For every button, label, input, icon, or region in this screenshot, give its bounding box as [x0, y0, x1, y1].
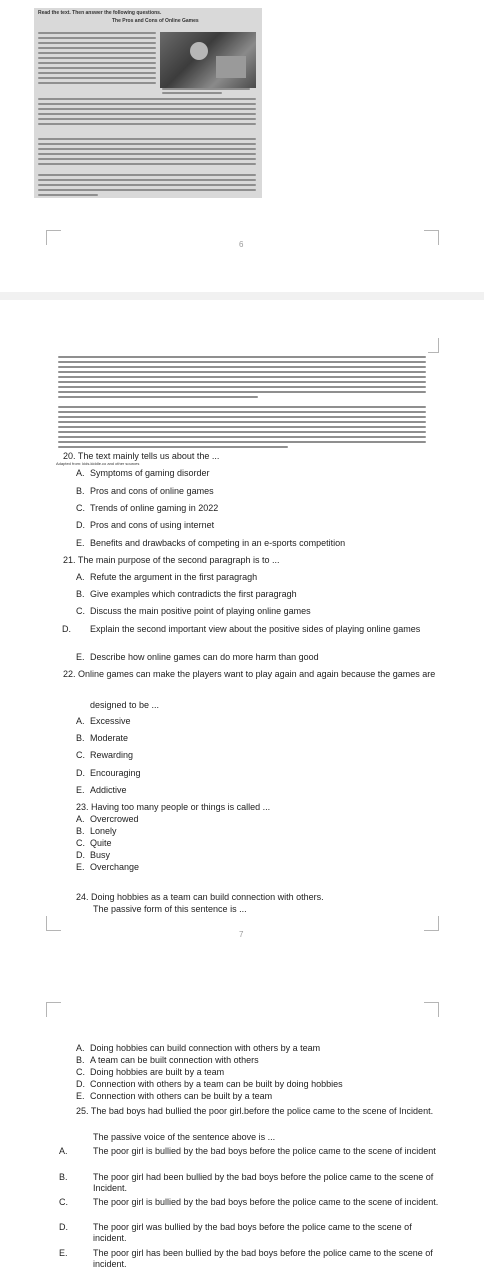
question-21-option[interactable]: B. Give examples which contradicts the first paragragh	[76, 589, 297, 599]
scan-text-line	[58, 406, 426, 408]
scan-text-line	[38, 153, 256, 155]
question-25-option[interactable]: C. The poor girl is bullied by the bad boys before the police came to the scene of incident.	[59, 1197, 439, 1207]
question-21-option[interactable]: E. Describe how online games can do more harm than good	[76, 652, 319, 662]
question-22-option[interactable]: B. Moderate	[76, 733, 129, 743]
question-24-option[interactable]: D. Connection with others by a team can be built by doing hobbies	[76, 1079, 343, 1089]
scan-text-line	[38, 184, 256, 186]
page-corner-mark	[46, 230, 61, 245]
question-20-option[interactable]: B. Pros and cons of online games	[76, 486, 214, 496]
page-number: 6	[239, 240, 244, 249]
scan-text-line	[58, 441, 426, 443]
scan-text-line	[38, 82, 156, 84]
scan-text-line	[58, 396, 258, 398]
scan-text-line	[38, 123, 256, 125]
page-separator	[0, 292, 484, 300]
question-24-option[interactable]: B. A team can be built connection with others	[76, 1055, 259, 1065]
question-20-option[interactable]: A. Symptoms of gaming disorder	[76, 468, 210, 478]
question-22-option[interactable]: A. Excessive	[76, 716, 131, 726]
question-25-stem: 25. The bad boys had bullied the poor girl.before the police came to the scene of Incident.	[76, 1106, 434, 1116]
scan-text-line	[38, 194, 98, 196]
question-21-option[interactable]: D. Explain the second important view about the positive sides of playing online games	[62, 624, 421, 634]
question-20-option[interactable]: C. Trends of online gaming in 2022	[76, 503, 219, 513]
scan-text-line	[58, 436, 426, 438]
reading-passage-scan	[34, 8, 262, 198]
scan-text-line	[38, 98, 256, 100]
scan-text-line	[38, 108, 256, 110]
scan-text-line	[38, 57, 156, 59]
scan-text-line	[58, 381, 426, 383]
scan-text-line	[58, 421, 426, 423]
scan-text-line	[58, 361, 426, 363]
scan-text-line	[58, 376, 426, 378]
scan-text-line	[58, 446, 288, 448]
question-22-option[interactable]: C. Rewarding	[76, 750, 134, 760]
question-24-option[interactable]: A. Doing hobbies can build connection with others by a team	[76, 1043, 321, 1053]
question-25-option[interactable]: B. The poor girl had been bullied by the bad boys before the police came to the scene of Incident.	[59, 1172, 434, 1193]
scan-text-line	[58, 431, 426, 433]
question-22-stem-continued: designed to be ...	[90, 700, 160, 710]
page-number: 7	[239, 930, 244, 939]
question-23-option[interactable]: C. Quite	[76, 838, 112, 848]
page-corner-mark	[424, 1002, 439, 1017]
question-23-stem: 23. Having too many people or things is called ...	[76, 802, 271, 812]
scan-text-line	[38, 62, 156, 64]
question-24-stem: 24. Doing hobbies as a team can build connection with others.	[76, 892, 324, 902]
question-21-stem: 21. The main purpose of the second paragraph is to ...	[63, 555, 280, 565]
scan-text-line	[58, 366, 426, 368]
question-25-option[interactable]: D. The poor girl was bullied by the bad boys before the police came to the scene of incident.	[59, 1222, 412, 1243]
scan-text-line	[38, 143, 256, 145]
scan-text-line	[38, 189, 256, 191]
question-22-stem: 22. Online games can make the players want to play again and again because the games are	[63, 669, 436, 679]
page-corner-mark	[424, 338, 439, 353]
scan-text-line	[38, 42, 156, 44]
scan-text-line	[58, 386, 426, 388]
page-corner-mark	[424, 230, 439, 245]
scan-text-line	[38, 32, 156, 34]
scan-text-line	[38, 113, 256, 115]
page-corner-mark	[424, 916, 439, 931]
scan-text-line	[38, 47, 156, 49]
scan-text-line	[38, 179, 256, 181]
scan-text-line	[58, 391, 426, 393]
passage-instruction: Read the text. Then answer the following questions.	[38, 10, 162, 16]
passage-title: The Pros and Cons of Online Games	[112, 18, 199, 24]
question-22-option[interactable]: D. Encouraging	[76, 768, 141, 778]
question-24-option[interactable]: C. Doing hobbies are built by a team	[76, 1067, 225, 1077]
scan-text-line	[58, 371, 426, 373]
question-21-option[interactable]: A. Refute the argument in the first paragragh	[76, 572, 258, 582]
question-23-option[interactable]: A. Overcrowed	[76, 814, 139, 824]
question-25-stem-continued: The passive voice of the sentence above is ...	[93, 1132, 276, 1142]
question-22-option[interactable]: E. Addictive	[76, 785, 127, 795]
photo-caption	[160, 88, 256, 96]
question-20-stem: 20. The text mainly tells us about the ...	[63, 451, 220, 461]
scan-text-line	[38, 52, 156, 54]
scan-text-line	[58, 426, 426, 428]
scan-text-line	[38, 103, 256, 105]
question-23-option[interactable]: B. Lonely	[76, 826, 117, 836]
scan-text-line	[38, 174, 256, 176]
question-24-option[interactable]: E. Connection with others can be built by a team	[76, 1091, 273, 1101]
page-corner-mark	[46, 916, 61, 931]
scan-text-line	[58, 356, 426, 358]
scan-text-line	[38, 118, 256, 120]
question-20-option[interactable]: E. Benefits and drawbacks of competing in an e-sports competition	[76, 538, 346, 548]
scan-text-line	[38, 77, 156, 79]
scan-text-line	[58, 416, 426, 418]
question-24-stem-continued: The passive form of this sentence is ...	[93, 904, 247, 914]
question-25-option[interactable]: A. The poor girl is bullied by the bad boys before the police came to the scene of incident	[59, 1146, 436, 1156]
question-23-option[interactable]: E. Overchange	[76, 862, 140, 872]
passage-photo	[160, 32, 256, 88]
page-corner-mark	[46, 1002, 61, 1017]
passage-source: Adapted from: kids.kiddle.co and other sources	[56, 461, 140, 466]
question-21-option[interactable]: C. Discuss the main positive point of playing online games	[76, 606, 311, 616]
question-25-option[interactable]: E. The poor girl has been bullied by the bad boys before the police came to the scene of incident.	[59, 1248, 433, 1269]
scan-text-line	[58, 411, 426, 413]
scan-text-line	[38, 163, 256, 165]
scan-text-line	[38, 67, 156, 69]
question-20-option[interactable]: D. Pros and cons of using internet	[76, 520, 215, 530]
scan-text-line	[38, 37, 156, 39]
scan-text-line	[38, 138, 256, 140]
scan-text-line	[38, 72, 156, 74]
scan-text-line	[38, 148, 256, 150]
question-23-option[interactable]: D. Busy	[76, 850, 111, 860]
scan-text-line	[38, 158, 256, 160]
